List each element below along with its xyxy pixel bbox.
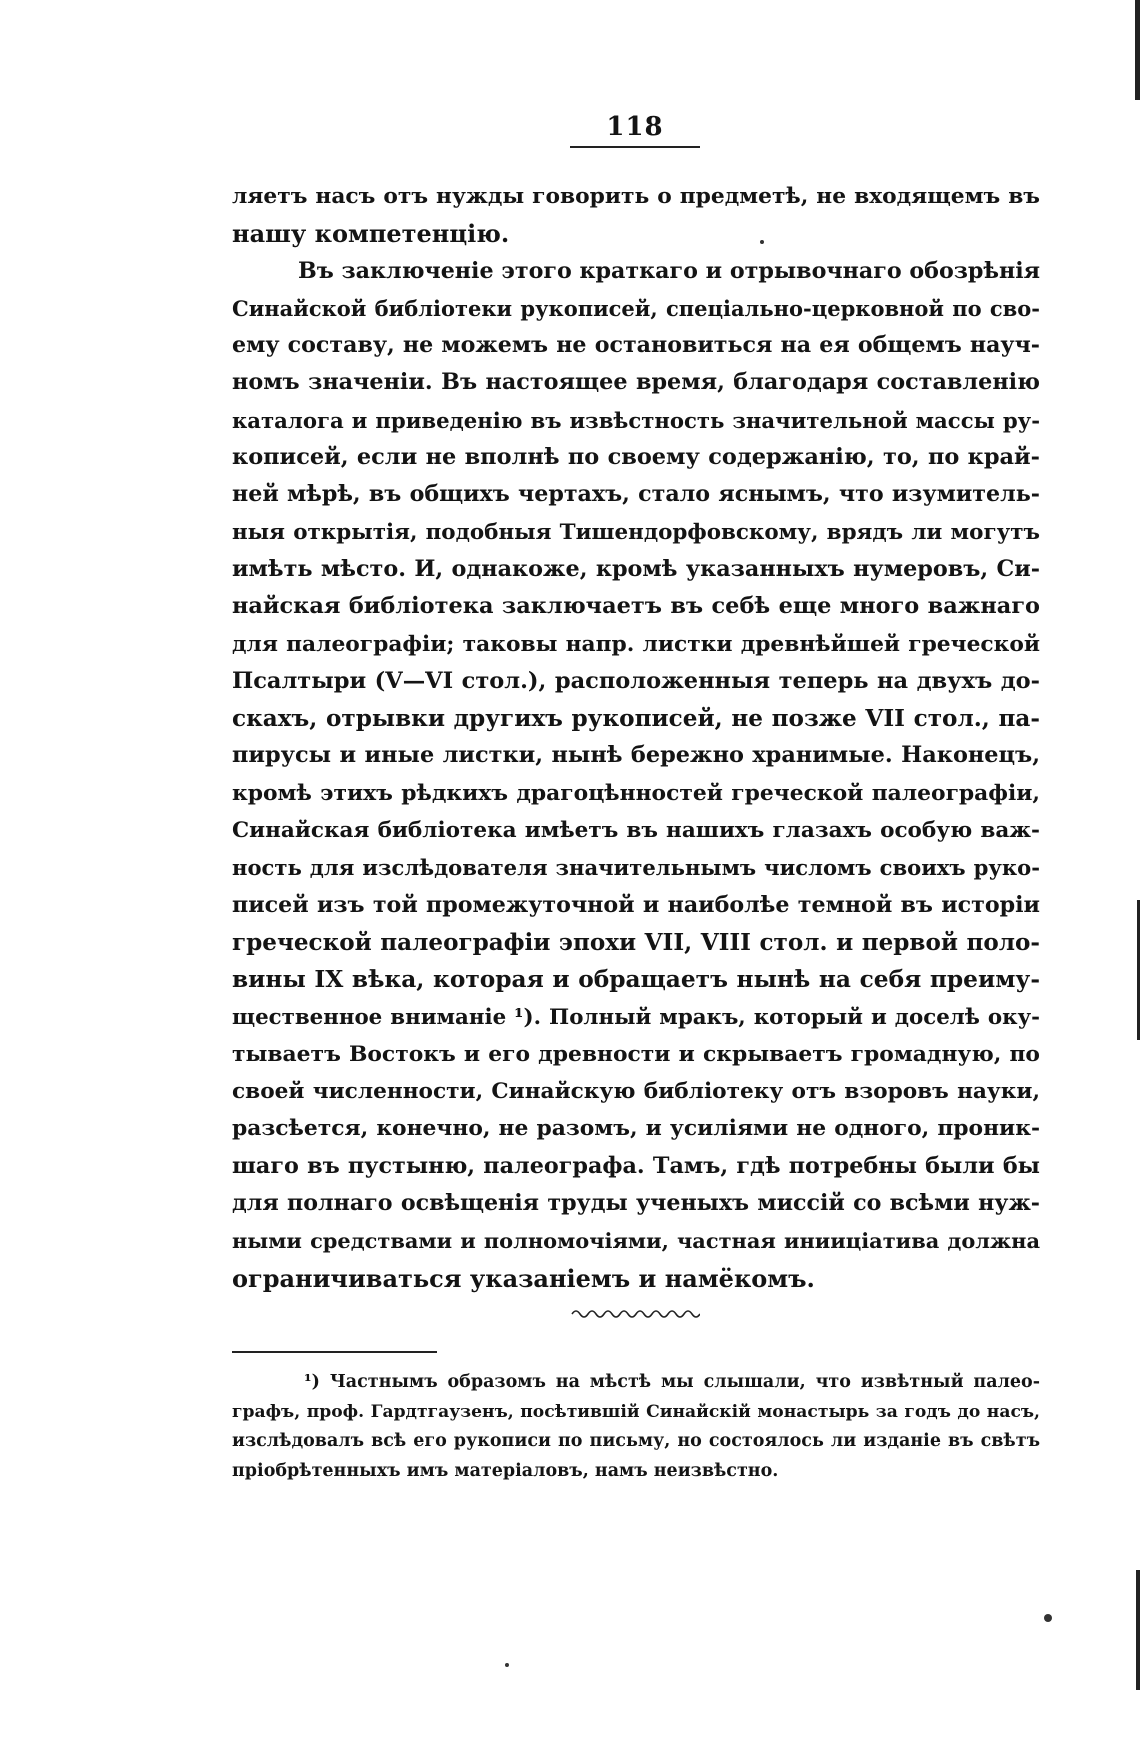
body-line: шаго въ пустыню, палеографа. Тамъ, гдѣ потребны были бы xyxy=(232,1152,1040,1179)
footnote-line: пріобрѣтенныхъ имъ матеріаловъ, намъ неизвѣстно. xyxy=(232,1460,779,1481)
footnote-rule xyxy=(232,1351,437,1353)
body-line: ему составу, не можемъ не остановиться на ея общемъ науч- xyxy=(232,332,1040,359)
body-line: для полнаго освѣщенія труды ученыхъ миссій со всѣми нуж- xyxy=(232,1190,1040,1217)
body-line: ляетъ насъ отъ нужды говорить о предметѣ, не входящемъ въ xyxy=(232,184,1040,209)
body-line: нашу компетенцію. xyxy=(232,219,510,249)
ink-speck xyxy=(1044,1614,1052,1622)
body-line: вины IX вѣка, которая и обращаетъ нынѣ на себя преиму- xyxy=(232,966,1040,994)
body-line: кромѣ этихъ рѣдкихъ драгоцѣнностей греческой палеографіи, xyxy=(232,780,1040,806)
page-edge-shadow xyxy=(1136,1570,1140,1690)
body-line: ныя открытія, подобныя Тишендорфовскому, врядъ ли могутъ xyxy=(232,519,1040,545)
body-line: ней мѣрѣ, въ общихъ чертахъ, стало яснымъ, что изумитель- xyxy=(232,481,1040,508)
footnote-line: графъ, проф. Гардтгаузенъ, посѣтившій Синайскій монастырь за годъ до насъ, xyxy=(232,1401,1040,1422)
body-line: для палеографіи; таковы напр. листки древнѣйшей греческой xyxy=(232,631,1040,657)
body-line: пирусы и иные листки, нынѣ бережно хранимые. Наконецъ, xyxy=(232,742,1040,769)
body-line: номъ значеніи. Въ настоящее время, благодаря составленію xyxy=(232,369,1040,396)
body-line: писей изъ той промежуточной и наиболѣе темной въ исторіи xyxy=(232,891,1040,918)
body-line: кописей, если не вполнѣ по своему содержанію, то, по край- xyxy=(232,444,1040,471)
body-line: ограничиваться указаніемъ и намёкомъ. xyxy=(232,1263,815,1293)
body-line: своей численности, Синайскую библіотеку отъ взоровъ науки, xyxy=(232,1079,1040,1105)
footnote-line: изслѣдовалъ всѣ его рукописи по письму, но состоялось ли изданіе въ свѣтъ xyxy=(232,1431,1040,1451)
ink-speck xyxy=(760,240,764,244)
body-line: Синайская библіотека имѣетъ въ нашихъ глазахъ особую важ- xyxy=(232,818,1040,844)
body-line: Псалтыри (V—VI стол.), расположенныя теперь на двухъ до- xyxy=(232,667,1040,694)
body-text xyxy=(232,178,1040,1297)
footnote-line: ¹) Частнымъ образомъ на мѣстѣ мы слышали, что извѣтный палео- xyxy=(304,1372,1040,1392)
body-line: Въ заключеніе этого краткаго и отрывочнаго обозрѣнія xyxy=(298,257,1041,284)
body-line: щественное вниманіе ¹). Полный мракъ, который и доселѣ оку- xyxy=(232,1004,1040,1030)
wavy-ornament xyxy=(570,1306,700,1320)
body-line: каталога и приведенію въ извѣстность значительной массы ру- xyxy=(232,407,1040,433)
page-edge-shadow xyxy=(1135,0,1140,100)
footnotes xyxy=(232,1368,1040,1486)
body-line: тываетъ Востокъ и его древности и скрываетъ громадную, по xyxy=(232,1041,1040,1067)
body-line: Синайской библіотеки рукописей, спеціально-церковной по сво- xyxy=(232,295,1040,321)
body-line: разсѣется, конечно, не разомъ, и усиліями не одного, проник- xyxy=(232,1116,1040,1142)
body-line: скахъ, отрывки другихъ рукописей, не позже VII стол., па- xyxy=(232,705,1040,733)
body-line: ность для изслѣдователя значительнымъ числомъ своихъ руко- xyxy=(232,855,1040,881)
page-number: 118 xyxy=(570,112,700,148)
body-line: имѣть мѣсто. И, однакоже, кромѣ указанныхъ нумеровъ, Си- xyxy=(232,555,1040,582)
ink-speck xyxy=(505,1663,509,1667)
body-line: ными средствами и полномочіями, частная инииціатива должна xyxy=(232,1228,1040,1254)
body-line: греческой палеографіи эпохи VII, VIII стол. и первой поло- xyxy=(232,928,1040,956)
body-line: найская библіотека заключаетъ въ себѣ еще много важнаго xyxy=(232,593,1040,620)
